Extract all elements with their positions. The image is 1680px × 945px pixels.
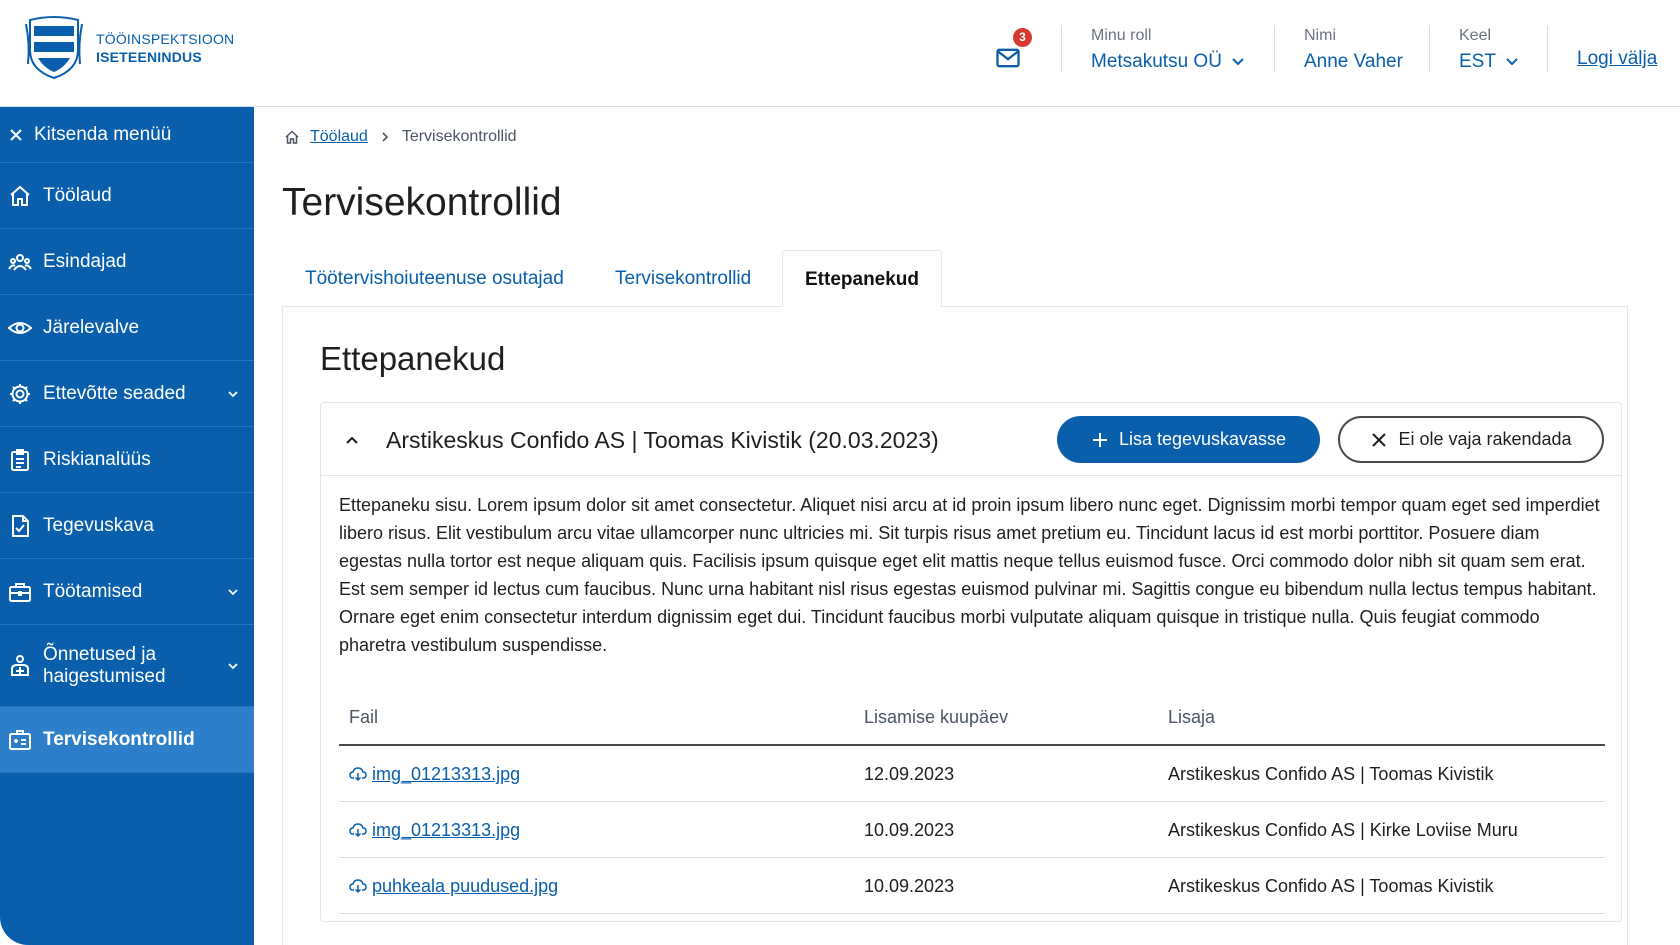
file-name: puhkeala puudused.jpg	[372, 876, 559, 896]
suggestion-card	[320, 402, 1622, 922]
chevron-down-icon	[226, 387, 240, 401]
sidebar-item-label: Ettevõtte seaded	[43, 382, 186, 404]
tab-tervisekontrollid[interactable]: Tervisekontrollid	[615, 268, 752, 289]
gear-icon	[8, 382, 32, 406]
cloud-download-icon	[349, 877, 367, 895]
table-row	[339, 802, 1605, 858]
table-header	[339, 689, 1605, 746]
file-link[interactable]	[349, 762, 520, 786]
sidebar	[0, 107, 254, 945]
sidebar-item-onnetused[interactable]	[0, 625, 254, 707]
header-divider	[1429, 26, 1430, 72]
sidebar-item-riskianaluus[interactable]	[0, 427, 254, 493]
added-by-cell: Arstikeskus Confido AS | Toomas Kivistik	[1168, 764, 1494, 784]
date-cell: 12.09.2023	[864, 764, 955, 784]
table-row	[339, 858, 1605, 914]
eye-icon	[8, 316, 32, 340]
sidebar-item-label: Töölaud	[43, 184, 112, 206]
not-needed-label: Ei ole vaja rakendada	[1398, 429, 1572, 449]
close-icon	[8, 127, 24, 143]
user-name-block	[1304, 27, 1403, 75]
logo-line-2: ISETEENINDUS	[96, 49, 202, 65]
breadcrumb-current: Tervisekontrollid	[401, 128, 517, 145]
home-icon	[8, 184, 32, 208]
suggestion-body: Ettepaneku sisu. Lorem ipsum dolor sit amet consectetur. Aliquet nisi arcu at id proin ipsum libero nunc eget. Dignissim morbi tempor quam eget sed imperdiet libero risus. Elit vestibulum arcu vitae ullamcorper nunc ultricies mi. Sit turpis risus amet pretium eu. Tincidunt lacus id est morbi porttitor. Posuere diam egestas nulla tortor est neque aliquam quis. Facilisis ipsum quisque eget elit mattis neque tellus euismod fusce. Orci commodo dolor nibh sit quam sem erat. Est sem semper id lectus cum faucibus. Nunc urna habitant nisl risus egestas euismod pulvinar mi. Sagittis congue eu bibendum nulla lectus tempus habitant. Ornare eget enim consectetur interdum dignissim eget dui. Tincidunt faucibus morbi vulputate aliquam quisque in tristique nulla. Quis feugiat commodo pharetra vestibulum suspendisse.	[339, 495, 1600, 655]
briefcase-icon	[8, 580, 32, 604]
role-value: Metsakutsu OÜ	[1091, 51, 1222, 72]
home-icon	[284, 129, 300, 145]
language-label: Keel	[1459, 27, 1492, 44]
language-selector[interactable]	[1459, 27, 1520, 75]
added-by-cell: Arstikeskus Confido AS | Kirke Loviise Muru	[1168, 820, 1518, 840]
sidebar-item-tegevuskava[interactable]	[0, 493, 254, 559]
role-selector[interactable]	[1091, 27, 1246, 75]
suggestion-card-header	[321, 403, 1621, 476]
logo-text	[96, 30, 234, 66]
column-header-date: Lisamise kuupäev	[864, 707, 1009, 727]
sidebar-item-label: Tervisekontrollid	[43, 728, 195, 750]
top-header	[0, 0, 1680, 107]
column-header-added-by: Lisaja	[1168, 707, 1216, 727]
sidebar-item-label: Töötamised	[43, 580, 143, 602]
add-to-action-plan-button[interactable]	[1057, 416, 1320, 463]
sidebar-item-label: Tegevuskava	[43, 514, 154, 536]
user-name: Anne Vaher	[1304, 51, 1403, 72]
file-name: img_01213313.jpg	[372, 764, 521, 784]
sidebar-item-toolaud[interactable]	[0, 163, 254, 229]
chevron-up-icon[interactable]	[343, 431, 361, 449]
file-link[interactable]	[349, 874, 558, 898]
sidebar-item-label: Riskianalüüs	[43, 448, 151, 470]
mail-count-badge: 3	[1013, 28, 1032, 47]
chevron-down-icon	[226, 659, 240, 673]
medical-icon	[8, 728, 32, 752]
breadcrumb	[284, 126, 517, 148]
tab-ettepanekud[interactable]: Ettepanekud	[782, 250, 942, 307]
sidebar-item-ettevotte-seaded[interactable]	[0, 361, 254, 427]
checklist-icon	[8, 514, 32, 538]
sidebar-item-label-line1: Õnnetused ja	[43, 643, 157, 665]
tab-tootervishoiuteenuse-osutajad[interactable]: Töötervishoiuteenuse osutajad	[305, 268, 564, 289]
sidebar-item-jarelevalve[interactable]	[0, 295, 254, 361]
sidebar-item-esindajad[interactable]	[0, 229, 254, 295]
collapse-menu-button[interactable]	[0, 107, 254, 163]
suggestion-title: Arstikeskus Confido AS | Toomas Kivistik (20.03.2023)	[386, 427, 939, 453]
logout-link[interactable]: Logi välja	[1577, 48, 1658, 69]
date-cell: 10.09.2023	[864, 820, 955, 840]
added-by-cell: Arstikeskus Confido AS | Toomas Kivistik	[1168, 876, 1494, 896]
not-needed-button[interactable]	[1338, 416, 1604, 463]
header-divider	[1547, 26, 1548, 72]
estonian-coat-of-arms-logo[interactable]	[24, 14, 84, 80]
file-name: img_01213313.jpg	[372, 820, 521, 840]
role-label: Minu roll	[1091, 27, 1152, 44]
mail-icon[interactable]	[994, 44, 1022, 72]
chevron-right-icon	[378, 130, 392, 144]
cloud-download-icon	[349, 765, 367, 783]
sidebar-item-label: Esindajad	[43, 250, 127, 272]
sidebar-item-tervisekontrollid[interactable]	[0, 707, 254, 773]
close-icon	[1370, 431, 1388, 449]
chevron-down-icon	[226, 585, 240, 599]
file-link[interactable]	[349, 818, 520, 842]
tab-panel	[282, 306, 1628, 945]
sidebar-item-tootamised[interactable]	[0, 559, 254, 625]
column-header-file: Fail	[349, 707, 379, 727]
name-label: Nimi	[1304, 27, 1336, 44]
page-title: Tervisekontrollid	[282, 181, 562, 224]
attachments-table	[339, 689, 1605, 914]
language-value: EST	[1459, 51, 1496, 72]
sidebar-item-label: Järelevalve	[43, 316, 140, 338]
header-divider	[1061, 26, 1062, 72]
chevron-down-icon	[1230, 54, 1246, 70]
plus-icon	[1091, 431, 1109, 449]
sidebar-item-label-line2: haigestumised	[43, 665, 166, 687]
date-cell: 10.09.2023	[864, 876, 955, 896]
table-row	[339, 746, 1605, 802]
cloud-download-icon	[349, 821, 367, 839]
panel-title: Ettepanekud	[320, 340, 506, 377]
clipboard-icon	[8, 448, 32, 472]
chevron-down-icon	[1504, 54, 1520, 70]
logo-line-1: TÖÖINSPEKTSIOON	[96, 31, 235, 47]
injury-icon	[8, 654, 32, 678]
add-to-action-plan-label: Lisa tegevuskavasse	[1118, 429, 1287, 449]
collapse-menu-label: Kitsenda menüü	[34, 123, 172, 145]
people-icon	[8, 250, 32, 274]
header-divider	[1274, 26, 1275, 72]
breadcrumb-home-link[interactable]: Töölaud	[310, 128, 368, 145]
